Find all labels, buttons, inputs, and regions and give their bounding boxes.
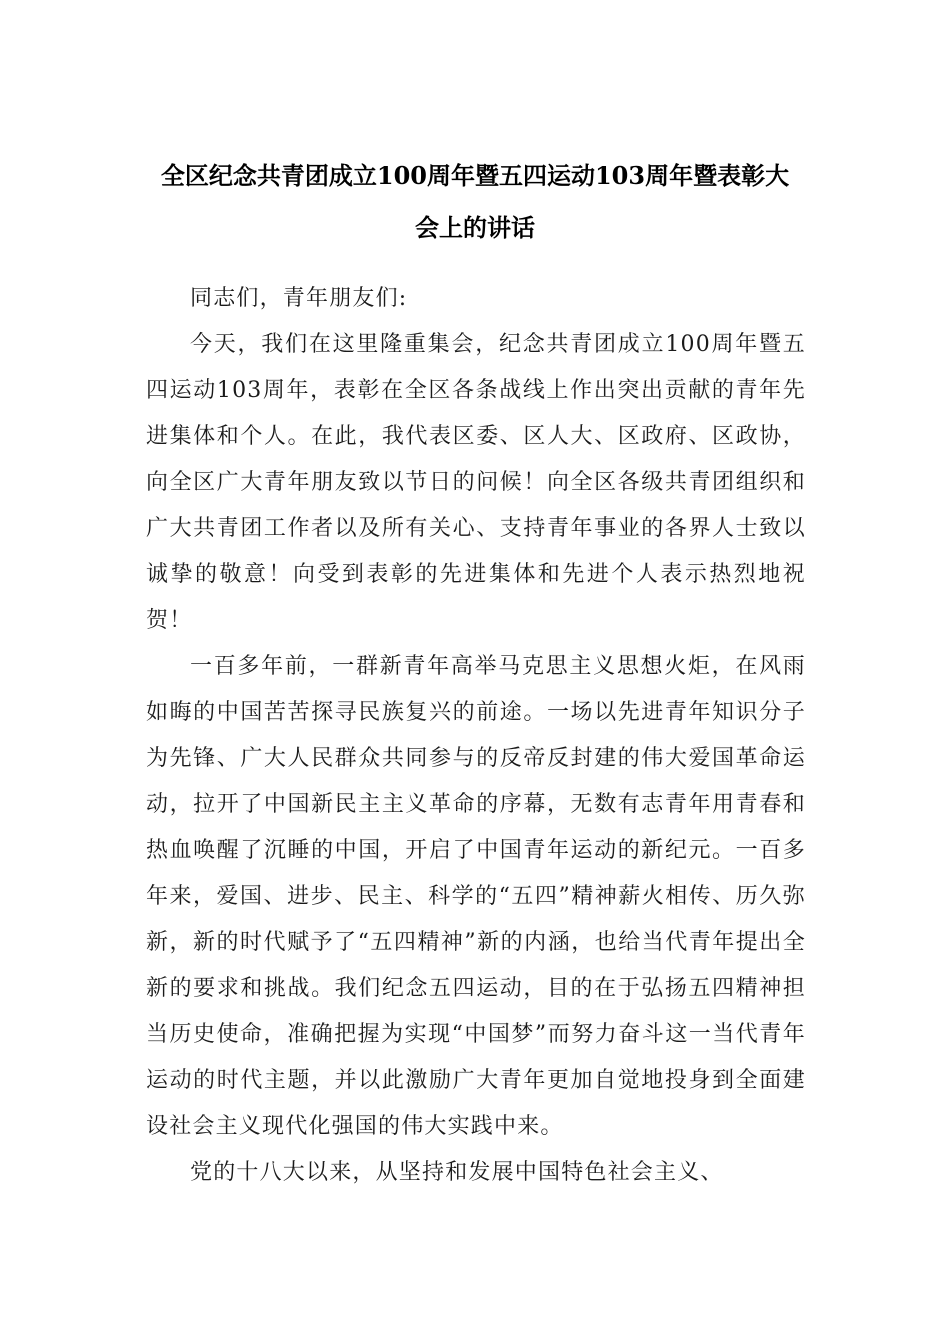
- paragraph: 今天，我们在这里隆重集会，纪念共青团成立100周年暨五四运动103周年，表彰在全区各条战线上作出突出贡献的青年先进集体和个人。在此，我代表区委、区人大、区政府、区政协，向全区广大青年朋友致以节日的问候！向全区各级共青团组织和广大共青团工作者以及所有关心、支持青年事业的各界人士致以诚挚的敬意！向受到表彰的先进集体和先进个人表示热烈地祝贺！: [146, 332, 806, 633]
- paragraph: 党的十八大以来，从坚持和发展中国特色社会主义、: [190, 1160, 724, 1185]
- document-body: [146, 276, 806, 1196]
- paragraph: 一百多年前，一群新青年高举马克思主义思想火炬，在风雨如晦的中国苦苦探寻民族复兴的前途。一场以先进青年知识分子为先锋、广大人民群众共同参与的反帝反封建的伟大爱国革命运动，拉开了中国新民主主义革命的序幕，无数有志青年用青春和热血唤醒了沉睡的中国，开启了中国青年运动的新纪元。一百多年来，爱国、进步、民主、科学的“五四”精神薪火相传、历久弥新，新的时代赋予了“五四精神”新的内涵，也给当代青年提出全新的要求和挑战。我们纪念五四运动，目的在于弘扬五四精神担当历史使命，准确把握为实现“中国梦”而努力奋斗这一当代青年运动的时代主题，并以此激励广大青年更加自觉地投身到全面建设社会主义现代化强国的伟大实践中来。: [146, 654, 806, 1139]
- title-line-2: 会上的讲话: [415, 213, 535, 242]
- title-line-1: 全区纪念共青团成立100周年暨五四运动103周年暨表彰大: [160, 161, 790, 190]
- document-title: [110, 150, 840, 254]
- salutation: 同志们，青年朋友们:: [190, 286, 408, 311]
